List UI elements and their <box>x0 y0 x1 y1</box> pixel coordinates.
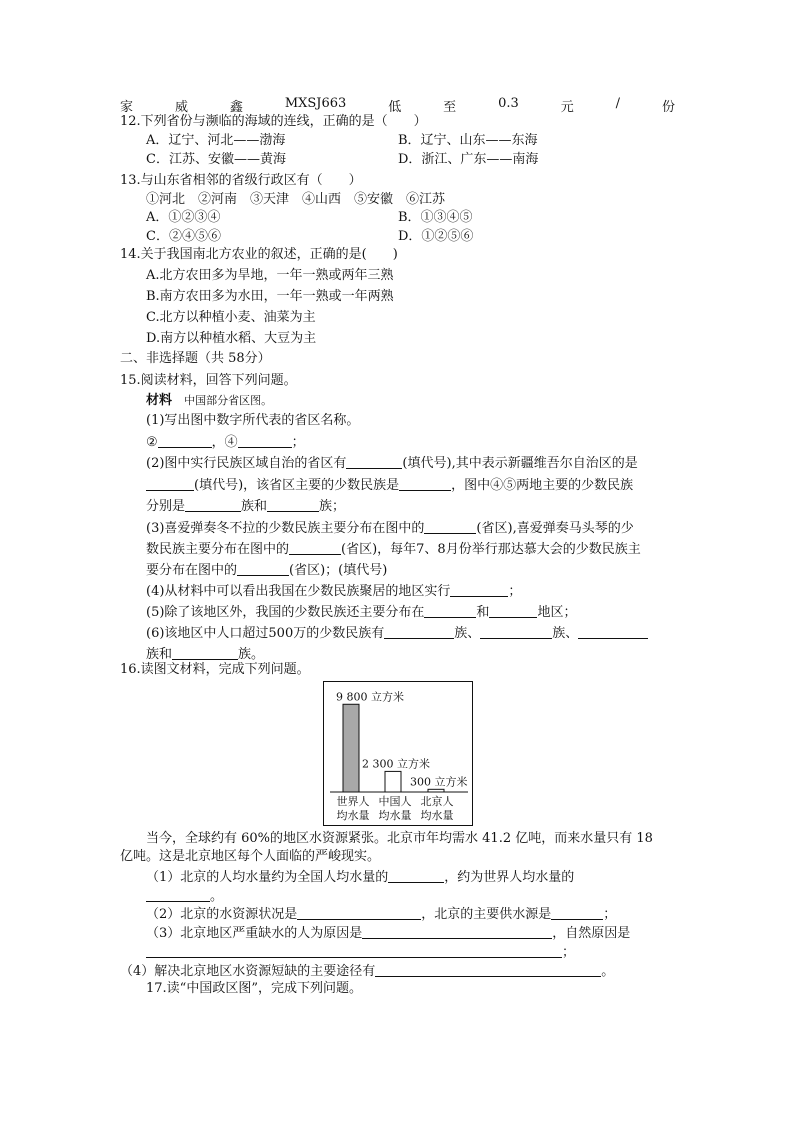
answer-blank[interactable] <box>489 603 537 618</box>
header-char: 威 <box>174 100 188 115</box>
q15-sub3-line3 <box>146 561 387 580</box>
q16-sub2 <box>146 905 616 924</box>
q12-stem: 12.下列省份与濒临的海域的连线，正确的是（ ） <box>120 114 427 129</box>
label: ； <box>562 945 576 960</box>
category-label: 世界人 <box>336 795 370 808</box>
q14-option-b: B.南方农田多为水田，一年一熟或一年两熟 <box>146 289 394 304</box>
q15-material <box>146 392 272 410</box>
label: 。 <box>210 889 224 904</box>
water-chart-svg <box>324 682 474 827</box>
label: 分别是 <box>146 499 186 514</box>
label: （2）北京的水资源状况是 <box>146 907 298 922</box>
q13-option-d: D．①②⑤⑥ <box>398 229 474 244</box>
header-char: / <box>615 96 621 111</box>
answer-blank[interactable] <box>384 624 454 639</box>
q16-sub3-line1 <box>146 924 630 943</box>
answer-blank[interactable] <box>424 519 476 534</box>
answer-blank[interactable] <box>185 497 241 512</box>
bar <box>385 771 401 792</box>
q17-stem: 17.读“中国政区图”，完成下列问题。 <box>146 981 362 996</box>
label: ； <box>291 435 305 450</box>
label: ，自然原因是 <box>552 926 631 941</box>
answer-blank[interactable] <box>551 905 603 920</box>
answer-blank[interactable] <box>578 624 648 639</box>
q14-stem: 14.关于我国南北方农业的叙述，正确的是( ) <box>120 247 398 262</box>
answer-blank[interactable] <box>297 905 421 920</box>
label: （1）北京的人均水量约为全国人均水量的 <box>146 870 389 885</box>
data-label: 2 300 立方米 <box>362 757 430 771</box>
label: (3)喜爱弹奏冬不拉的少数民族主要分布在图中的 <box>146 521 425 536</box>
answer-blank[interactable] <box>289 540 341 555</box>
label: 数民族主要分布在图中的 <box>146 542 290 557</box>
label: （3）北京地区严重缺水的人为原因是 <box>146 926 363 941</box>
header-char: 至 <box>443 100 457 115</box>
q14-option-c: C.北方以种植小麦、油菜为主 <box>146 310 316 325</box>
label: 和 <box>476 605 490 620</box>
label: 地区； <box>537 605 577 620</box>
q12-option-a: A．辽宁、河北——渤海 <box>146 133 286 148</box>
label: ，④ <box>211 435 238 450</box>
label: (省区)；(填代号) <box>289 563 388 578</box>
label: 族、 <box>552 626 579 641</box>
q15-sub3-line1 <box>146 519 634 538</box>
q13-option-c: C．②④⑤⑥ <box>146 229 221 244</box>
q15-sub2-line3 <box>146 497 345 516</box>
answer-blank[interactable] <box>388 868 444 883</box>
label: (填代号),其中表示新疆维吾尔自治区的是 <box>402 456 638 471</box>
label: 要分布在图中的 <box>146 563 238 578</box>
q13-option-a: A．①②③④ <box>146 210 221 225</box>
q15-stem: 15.阅读材料，回答下列问题。 <box>120 373 297 388</box>
answer-blank[interactable] <box>238 433 292 448</box>
label: ，约为世界人均水量的 <box>444 870 575 885</box>
label: (2)图中实行民族区域自治的省区有 <box>146 456 347 471</box>
label: (省区)，每年7、8月份举行那达慕大会的少数民族主 <box>341 542 641 557</box>
header-char: 元 <box>560 100 574 115</box>
label: ； <box>603 907 617 922</box>
q16-sub1-line2 <box>146 887 223 906</box>
answer-blank[interactable] <box>399 476 451 491</box>
answer-blank[interactable] <box>375 962 601 977</box>
answer-blank[interactable] <box>424 603 476 618</box>
answer-blank[interactable] <box>158 433 212 448</box>
q16-para-line1: 当今，全球约有 60%的地区水资源紧张。北京市年均需水 41.2 亿吨，而来水量只有 18 <box>146 831 653 846</box>
label: 族、 <box>454 626 481 641</box>
q15-sub1: (1)写出图中数字所代表的省区名称。 <box>146 413 360 428</box>
q12-option-c: C．江苏、安徽——黄海 <box>146 152 286 167</box>
section-heading: 二、非选择题（共 58分） <box>120 351 271 366</box>
label: (填代号)，该省区主要的少数民族是 <box>194 478 400 493</box>
label: (6)该地区中人口超过500万的少数民族有 <box>146 626 385 641</box>
bar <box>343 704 359 792</box>
header-char: 家 <box>120 100 134 115</box>
label: ，北京的主要供水源是 <box>421 907 552 922</box>
q15-sub2-line2 <box>146 476 633 495</box>
q15-sub3-line2 <box>146 540 641 559</box>
q15-sub6-line1 <box>146 624 648 643</box>
header-price: 0.3 <box>498 96 519 111</box>
q15-sub1-answers <box>146 433 305 452</box>
data-label: 300 立方米 <box>410 775 468 789</box>
q15-sub5 <box>146 603 576 622</box>
q15-sub4 <box>146 582 521 601</box>
label: （4）解决北京地区水资源短缺的主要途径有 <box>120 964 376 979</box>
category-label: 中国人 <box>378 795 412 808</box>
answer-blank[interactable] <box>450 582 508 597</box>
q13-option-b: B．①③④⑤ <box>398 210 473 225</box>
answer-blank[interactable] <box>146 943 562 958</box>
q16-sub1-line1 <box>146 868 574 887</box>
label: ② <box>146 435 158 450</box>
q16-sub3-line2 <box>146 943 575 962</box>
q12-option-d: D．浙江、广东——南海 <box>398 152 539 167</box>
category-label: 均水量 <box>420 809 454 822</box>
q16-para-line2: 亿吨。这是北京地区每个人面临的严峻现实。 <box>120 849 381 864</box>
q14-option-a: A.北方农田多为旱地，一年一熟或两年三熟 <box>146 268 394 283</box>
material-label: 材料 <box>146 393 173 408</box>
q14-option-d: D.南方以种植水稻、大豆为主 <box>146 331 317 346</box>
label: (4)从材料中可以看出我国在少数民族聚居的地区实行 <box>146 584 451 599</box>
label: (5)除了该地区外，我国的少数民族还主要分布在 <box>146 605 425 620</box>
answer-blank[interactable] <box>172 645 238 660</box>
header-char: 鑫 <box>229 100 243 115</box>
category-label: 均水量 <box>378 809 412 822</box>
label: (省区),喜爱弹奏马头琴的少 <box>476 521 634 536</box>
answer-blank[interactable] <box>346 454 402 469</box>
category-label: 北京人 <box>420 795 454 808</box>
label: 族； <box>319 499 346 514</box>
bar <box>428 789 444 792</box>
q15-sub2-line1 <box>146 454 638 473</box>
answer-blank[interactable] <box>362 924 552 939</box>
q12-option-b: B．辽宁、山东——东海 <box>398 133 538 148</box>
answer-blank[interactable] <box>237 561 289 576</box>
answer-blank[interactable] <box>146 887 210 902</box>
label: 。 <box>601 964 615 979</box>
material-text: 中国部分省区图。 <box>184 394 273 407</box>
q16-stem: 16.读图文材料，完成下列问题。 <box>120 662 310 677</box>
category-label: 均水量 <box>336 809 370 822</box>
label: ，图中④⑤两地主要的少数民族 <box>451 478 634 493</box>
label: 族。 <box>238 647 265 662</box>
label: 族和 <box>146 647 173 662</box>
header-code: MXSJ663 <box>284 96 347 111</box>
data-label: 9 800 立方米 <box>336 690 404 704</box>
q16-sub4 <box>120 962 614 981</box>
answer-blank[interactable] <box>480 624 552 639</box>
q13-items: ①河北 ②河南 ③天津 ④山西 ⑤安徽 ⑥江苏 <box>146 192 446 207</box>
label: ； <box>508 584 522 599</box>
label: 族和 <box>241 499 268 514</box>
answer-blank[interactable] <box>146 476 194 491</box>
header-char: 份 <box>661 100 675 115</box>
header-char: 低 <box>388 100 402 115</box>
water-chart <box>323 681 473 826</box>
q13-stem: 13.与山东省相邻的省级行政区有（ ） <box>120 173 362 188</box>
answer-blank[interactable] <box>267 497 319 512</box>
